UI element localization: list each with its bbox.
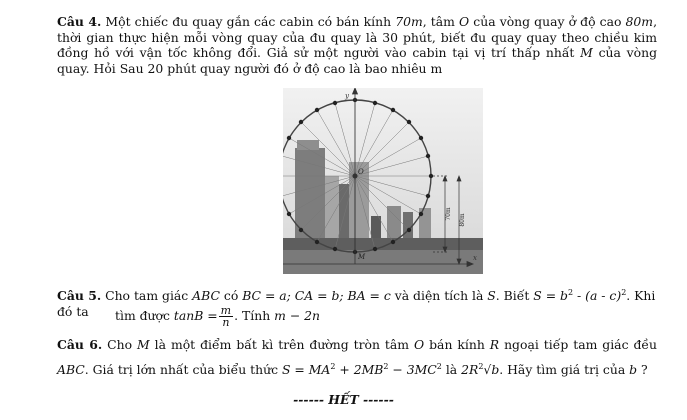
question-5: Câu 5. Cho tam giác ABC có BC = a; CA = b; BA = c và diện tích là S. Biết $S = b^2 - (a - c)^2$. Khi đó ta bbox=[57, 288, 656, 320]
end-marker: ------ HẾT ------ bbox=[293, 392, 394, 407]
ferris-wheel-figure bbox=[283, 88, 483, 274]
fraction-m-over-n: $\frac{m}{n}$ bbox=[220, 304, 232, 329]
axis-y-label: y bbox=[345, 92, 349, 100]
ferris-wheel-illustration bbox=[283, 88, 483, 274]
question-5-line-2: tìm được tanB = $\frac{m}{n}$ . Tính m − 2n bbox=[115, 304, 320, 329]
question-6: Câu 6. Cho M là một điểm bất kì trên đường tròn tâm O bán kính R ngoại tiếp tam giác đều ABC. Giá trị lớn nhất của biểu thức $S = MA^2 + 2MB^2 - 3MC^2$ là $2R^2√b$. Hãy tìm giá trị của b ? bbox=[57, 337, 657, 378]
axis-x-label: x bbox=[473, 254, 477, 262]
question-5-label: Câu 5. bbox=[57, 288, 102, 304]
question-4-label: Câu 4. bbox=[57, 14, 102, 29]
dimension-70m: 70m bbox=[445, 207, 452, 221]
question-6-label: Câu 6. bbox=[57, 337, 103, 352]
point-m-label: M bbox=[358, 253, 366, 261]
center-label: O bbox=[358, 168, 364, 176]
dimension-80m: 80m bbox=[459, 213, 466, 227]
question-4: Câu 4. Một chiếc đu quay gắn các cabin có bán kính 70m, tâm O của vòng quay ở độ cao 80m, thời gian thực hiện mỗi vòng quay của đu quay là 30 phút, biết đu quay quay theo chiều kim đồng hồ với vận tốc không đổi. Giả sử một người vào cabin tại vị trí thấp nhất M của vòng quay. Hỏi Sau 20 phút quay người đó ở độ cao là bao nhiêu m bbox=[57, 14, 658, 76]
